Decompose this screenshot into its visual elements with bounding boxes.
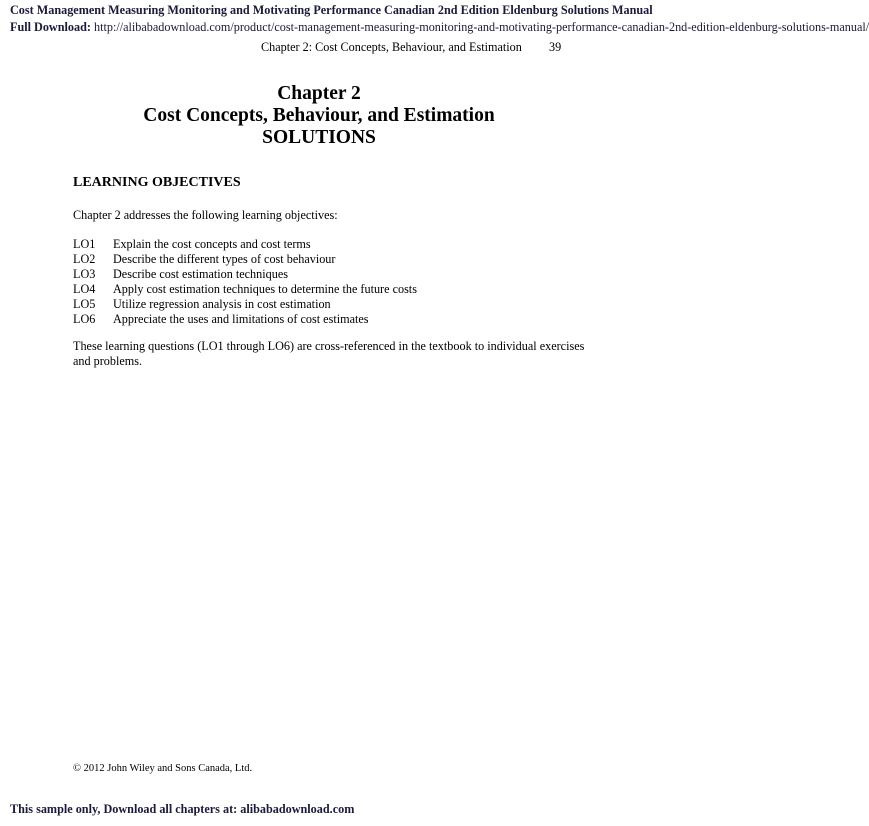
cross-reference-note: These learning questions (LO1 through LO6) are cross-referenced in the textbook to individual exercises and problems. [73, 339, 585, 368]
objective-text: Describe cost estimation techniques [113, 267, 288, 282]
download-banner-title: Cost Management Measuring Monitoring and Motivating Performance Canadian 2nd Edition Eldenburg Solutions Manual [10, 3, 653, 17]
list-item [73, 312, 417, 327]
learning-objectives-list [73, 237, 417, 328]
download-banner-link-row [10, 20, 869, 35]
objective-text: Appreciate the uses and limitations of cost estimates [113, 312, 369, 327]
list-item [73, 267, 417, 282]
list-item [73, 282, 417, 297]
objective-code: LO3 [73, 267, 96, 282]
download-label: Full Download: [10, 20, 91, 34]
objective-code: LO2 [73, 252, 96, 267]
learning-objectives-heading: LEARNING OBJECTIVES [73, 175, 241, 190]
objective-code: LO4 [73, 282, 96, 297]
sample-notice-banner: This sample only, Download all chapters at: alibabadownload.com [10, 802, 355, 816]
objective-text: Describe the different types of cost behaviour [113, 252, 336, 267]
list-item [73, 237, 417, 252]
list-item [73, 297, 417, 312]
chapter-number-title: Chapter 2 [277, 83, 361, 104]
objective-text: Apply cost estimation techniques to determine the future costs [113, 282, 417, 297]
solutions-title: SOLUTIONS [262, 127, 376, 148]
objective-code: LO6 [73, 312, 96, 327]
learning-objectives-intro: Chapter 2 addresses the following learning objectives: [73, 208, 338, 222]
running-header: Chapter 2: Cost Concepts, Behaviour, and Estimation [261, 40, 522, 54]
download-link[interactable]: http://alibabadownload.com/product/cost-management-measuring-monitoring-and-motivating-performance-canadian-2nd-edition-eldenburg-solutions-manual/ [93, 20, 869, 34]
objective-text: Explain the cost concepts and cost terms [113, 237, 311, 251]
objective-text: Utilize regression analysis in cost estimation [113, 297, 331, 312]
objective-code: LO1 [73, 237, 96, 251]
page-number: 39 [549, 40, 562, 54]
chapter-name-title: Cost Concepts, Behaviour, and Estimation [143, 105, 495, 126]
objective-code: LO5 [73, 297, 96, 312]
copyright-notice: © 2012 John Wiley and Sons Canada, Ltd. [73, 763, 253, 774]
list-item [73, 252, 417, 267]
